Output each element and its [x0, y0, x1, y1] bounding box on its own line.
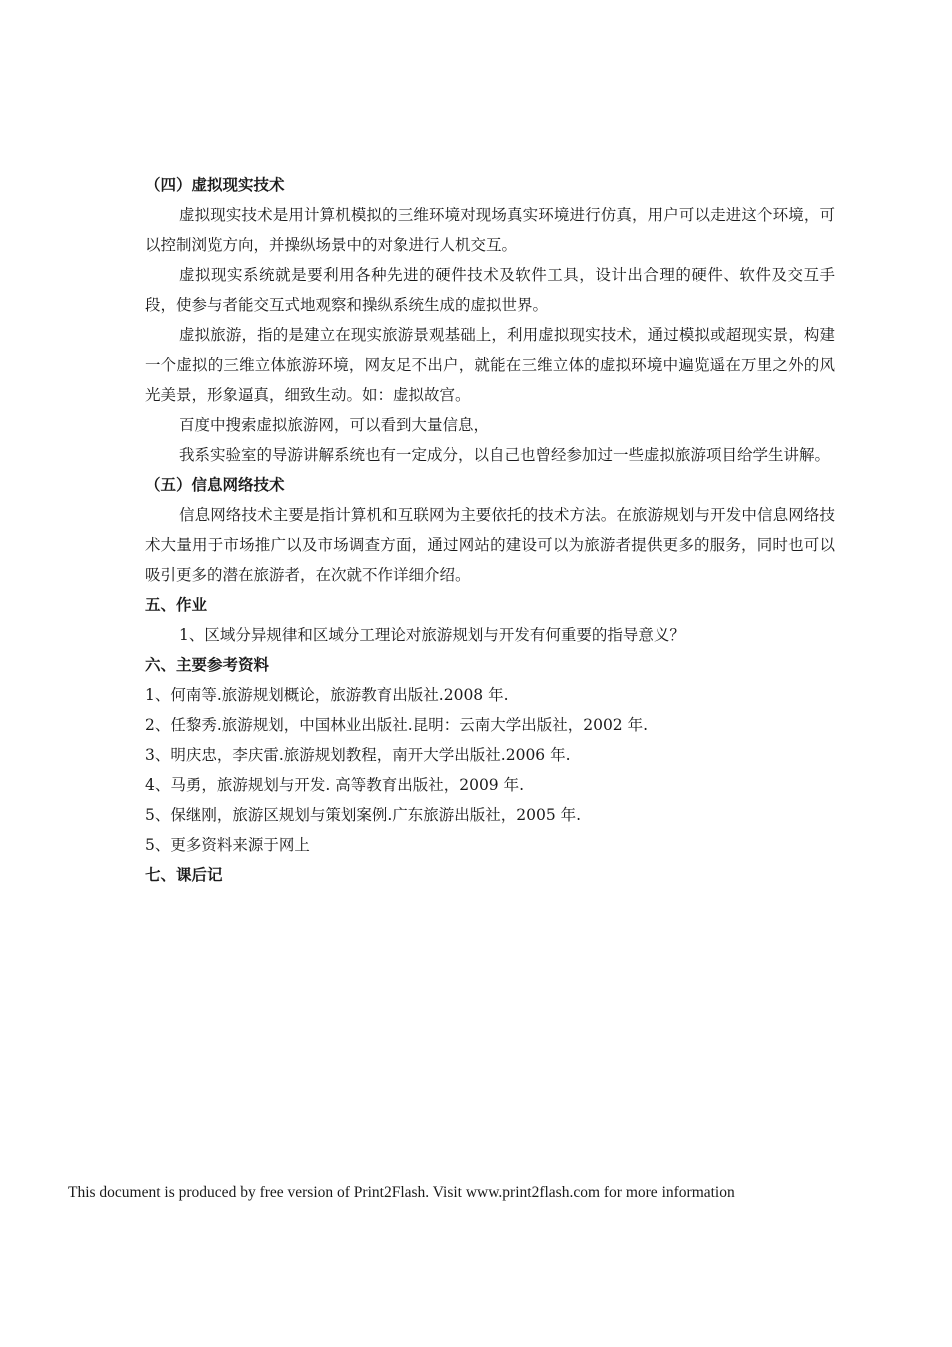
reference-item: 4、马勇，旅游规划与开发. 高等教育出版社，2009 年. [145, 776, 525, 794]
reference-list [145, 680, 835, 860]
section-heading-notes: 七、课后记 [145, 865, 223, 884]
reference-item: 1、何南等.旅游规划概论，旅游教育出版社.2008 年. [145, 686, 509, 704]
vr-paragraph-5: 我系实验室的导游讲解系统也有一定成分，以自己也曾经参加过一些虚拟旅游项目给学生讲解。 [179, 446, 831, 464]
section-heading-vr: （四）虚拟现实技术 [145, 175, 285, 194]
vr-paragraph-4: 百度中搜索虚拟旅游网，可以看到大量信息， [179, 416, 490, 434]
section-heading-homework: 五、作业 [145, 595, 208, 614]
reference-item: 2、任黎秀.旅游规划，中国林业出版社.昆明：云南大学出版社，2002 年. [145, 716, 649, 734]
print2flash-footer-notice: This document is produced by free version of Print2Flash. Visit www.print2flash.com for more information [68, 1184, 735, 1201]
document-body [145, 170, 835, 890]
vr-paragraph-1: 虚拟现实技术是用计算机模拟的三维环境对现场真实环境进行仿真，用户可以走进这个环境，可以控制浏览方向，并操纵场景中的对象进行人机交互。 [145, 206, 835, 254]
network-paragraph-1: 信息网络技术主要是指计算机和互联网为主要依托的技术方法。在旅游规划与开发中信息网络技术大量用于市场推广以及市场调查方面，通过网站的建设可以为旅游者提供更多的服务，同时也可以吸引更多的潜在旅游者，在次就不作详细介绍。 [145, 506, 835, 584]
vr-paragraph-2: 虚拟现实系统就是要利用各种先进的硬件技术及软件工具，设计出合理的硬件、软件及交互手段，使参与者能交互式地观察和操纵系统生成的虚拟世界。 [145, 266, 835, 314]
reference-item: 5、更多资料来源于网上 [145, 836, 310, 854]
vr-paragraph-3: 虚拟旅游，指的是建立在现实旅游景观基础上，利用虚拟现实技术，通过模拟或超现实景，构建一个虚拟的三维立体旅游环境，网友足不出户，就能在三维立体的虚拟环境中遍览遥在万里之外的风光美景，形象逼真，细致生动。如：虚拟故宫。 [145, 326, 835, 404]
reference-item: 5、保继刚，旅游区规划与策划案例.广东旅游出版社，2005 年. [145, 806, 582, 824]
homework-item-1: 1、区域分异规律和区域分工理论对旅游规划与开发有何重要的指导意义？ [179, 626, 685, 644]
reference-item: 3、明庆忠，李庆雷.旅游规划教程，南开大学出版社.2006 年. [145, 746, 571, 764]
section-heading-network: （五）信息网络技术 [145, 475, 285, 494]
section-heading-references: 六、主要参考资料 [145, 655, 270, 674]
